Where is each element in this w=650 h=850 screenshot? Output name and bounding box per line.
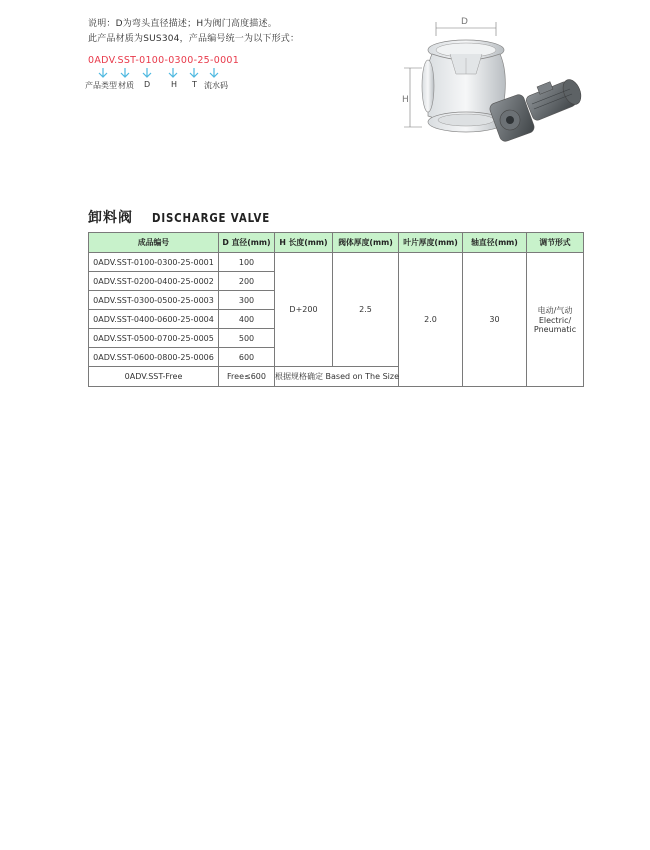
product-code-cell: 0ADV.SST-0600-0800-25-0006: [89, 348, 219, 367]
description-line-1: 说明：D为弯头直径描述；H为阀门高度描述。: [88, 19, 277, 29]
diameter-cell: 500: [219, 329, 275, 348]
column-header: 调节形式: [527, 233, 584, 253]
shaft-diameter-cell: 30: [463, 253, 527, 387]
diameter-cell: Free≤600: [219, 367, 275, 387]
diameter-cell: 100: [219, 253, 275, 272]
section-title-cn: 卸料阀: [88, 210, 133, 226]
description-line-2: 此产品材质为SUS304，产品编号统一为以下形式：: [88, 34, 300, 44]
column-header: 叶片厚度(mm): [399, 233, 463, 253]
diameter-cell: 400: [219, 310, 275, 329]
dimension-h-label: H: [402, 95, 409, 105]
product-code-cell: 0ADV.SST-0200-0400-25-0002: [89, 272, 219, 291]
column-header: 阀体厚度(mm): [333, 233, 399, 253]
code-segment-label: 产品类型: [85, 81, 117, 90]
column-header: 轴直径(mm): [463, 233, 527, 253]
adjustment-type-cell: [527, 253, 584, 387]
diameter-cell: 300: [219, 291, 275, 310]
product-code-cell: 0ADV.SST-0300-0500-25-0003: [89, 291, 219, 310]
adjustment-type-en-1: Electric/: [538, 316, 572, 325]
down-arrow-icon: [188, 67, 200, 79]
down-arrow-icon: [167, 67, 179, 79]
blade-thickness-cell: 2.0: [399, 253, 463, 387]
body-thickness-cell: 2.5: [333, 253, 399, 367]
down-arrow-icon: [119, 67, 131, 79]
size-note-cell: 根据规格确定 Based on The Size: [275, 367, 399, 387]
product-code-cell: 0ADV.SST-0400-0600-25-0004: [89, 310, 219, 329]
adjustment-type-cn: 电动/气动: [537, 306, 573, 315]
spec-table: [88, 232, 584, 387]
column-header: D 直径(mm): [219, 233, 275, 253]
down-arrow-icon: [97, 67, 109, 79]
dimension-d-label: D: [461, 17, 468, 27]
height-cell: D+200: [275, 253, 333, 367]
product-code-cell: 0ADV.SST-0100-0300-25-0001: [89, 253, 219, 272]
code-segment-label: D: [144, 80, 151, 89]
adjustment-type-en-2: Pneumatic: [533, 325, 577, 334]
code-segment-label: 流水码: [204, 81, 228, 90]
code-segment-label: T: [192, 80, 197, 89]
down-arrow-icon: [141, 67, 153, 79]
down-arrow-icon: [208, 67, 220, 79]
product-code-cell: 0ADV.SST-Free: [89, 367, 219, 387]
code-example: 0ADV.SST-0100-0300-25-0001: [88, 55, 240, 66]
diameter-cell: 600: [219, 348, 275, 367]
section-title: [88, 207, 291, 227]
column-header: 成品编号: [89, 233, 219, 253]
valve-drawing: [398, 12, 598, 174]
diameter-cell: 200: [219, 272, 275, 291]
product-code-cell: 0ADV.SST-0500-0700-25-0005: [89, 329, 219, 348]
column-header: H 长度(mm): [275, 233, 333, 253]
table-row: [89, 253, 584, 272]
code-segment-label: 材质: [118, 81, 134, 90]
section-title-en: DISCHARGE VALVE: [152, 211, 271, 225]
table-header-row: [89, 233, 584, 253]
code-segment-label: H: [171, 80, 178, 89]
